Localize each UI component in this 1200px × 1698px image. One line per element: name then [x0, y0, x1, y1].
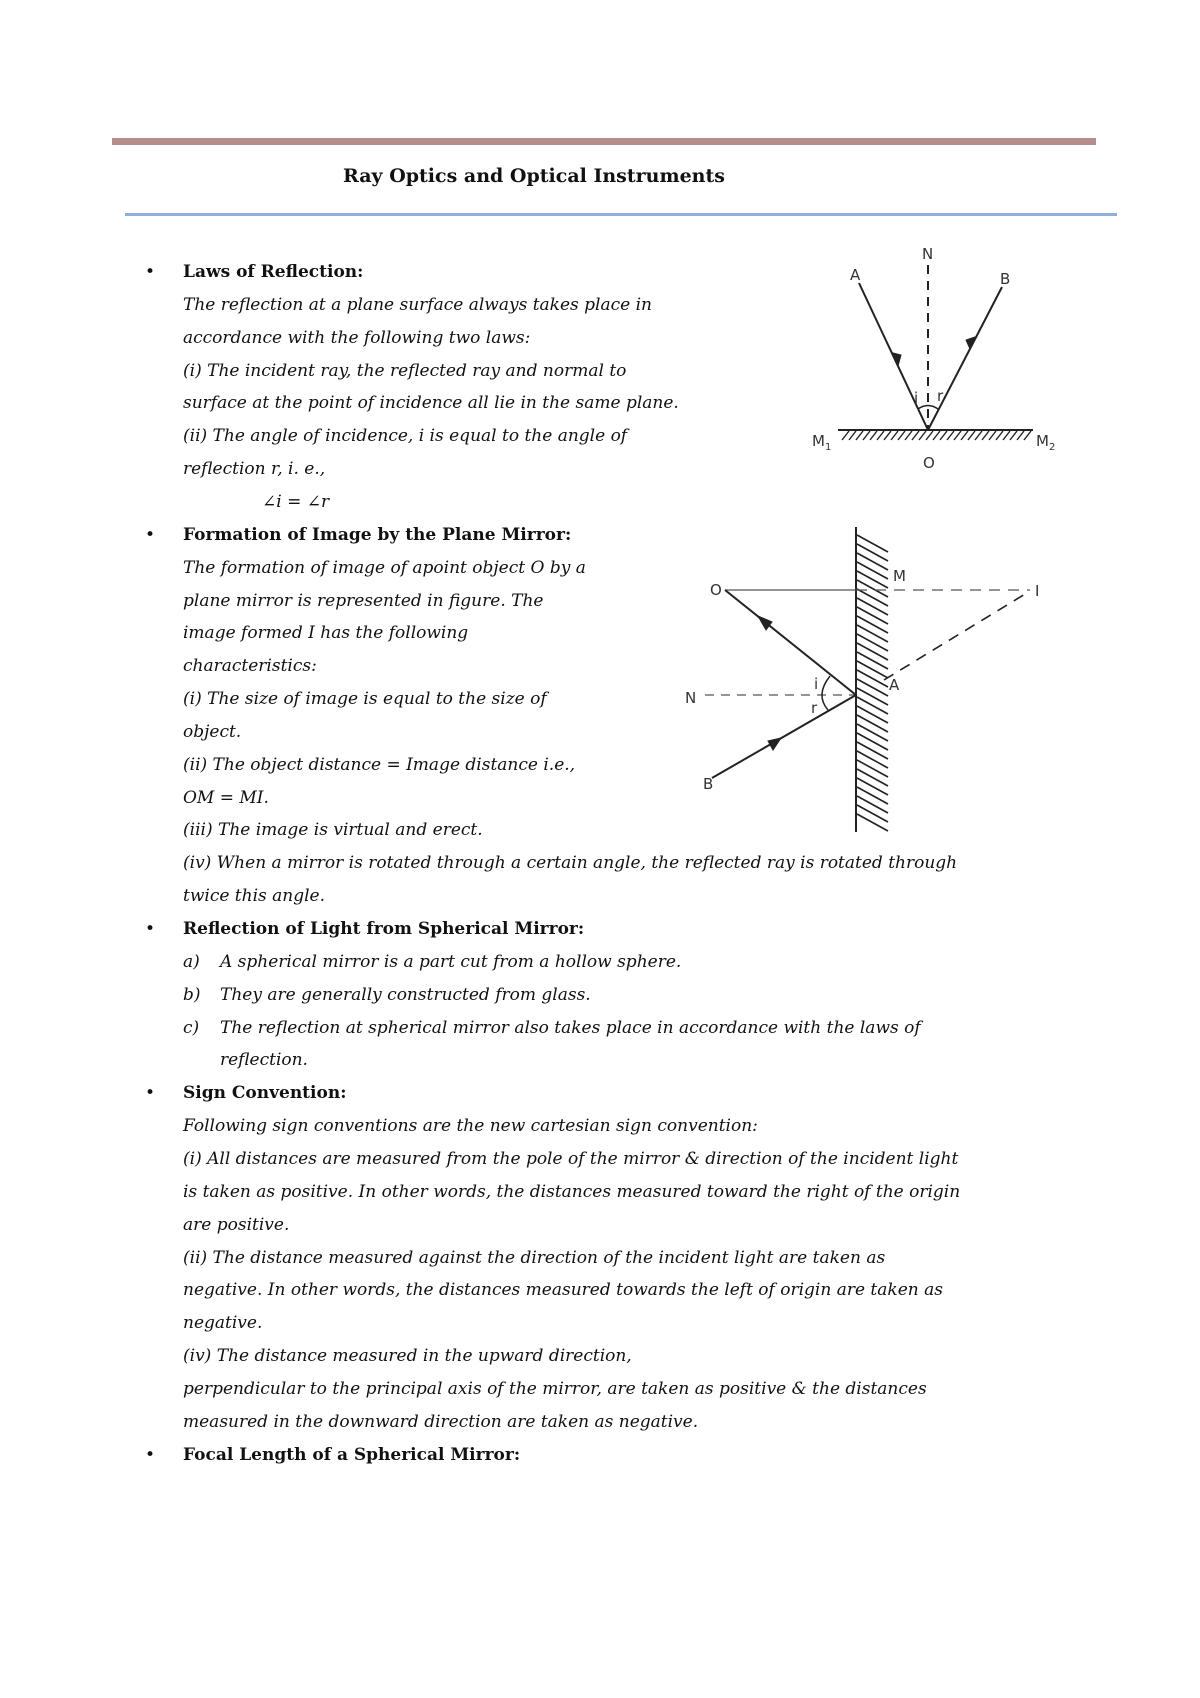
- incident-ray: [712, 695, 856, 778]
- section-heading: Sign Convention:: [183, 1083, 347, 1104]
- label-n: N: [922, 245, 934, 263]
- mirror-hatching: [842, 431, 1031, 440]
- text-line: The reflection at a plane surface always takes place in: [183, 294, 652, 315]
- label-i-image: I: [1035, 582, 1040, 600]
- section-heading: Focal Length of a Spherical Mirror:: [183, 1444, 521, 1465]
- text-line: Following sign conventions are the new cartesian sign convention:: [183, 1116, 758, 1137]
- label-b: B: [1000, 270, 1011, 288]
- section-heading: Formation of Image by the Plane Mirror:: [183, 524, 572, 545]
- text-line: The reflection at spherical mirror also takes place in accordance with the laws of: [220, 1017, 921, 1038]
- label-n: N: [685, 689, 697, 707]
- plane-mirror-image-diagram: [685, 527, 1039, 832]
- arrow-icon: [768, 738, 781, 750]
- text-line: They are generally constructed from glass.: [220, 984, 591, 1005]
- text-line: (iv) The distance measured in the upward direction,: [183, 1346, 632, 1367]
- label-a: A: [889, 676, 900, 694]
- bullet-icon: •: [145, 1083, 156, 1104]
- bullet-icon: •: [145, 919, 156, 939]
- text-line: reflection r, i. e.,: [183, 459, 326, 480]
- text-line: (ii) The distance measured against the direction of the incident light are taken as: [183, 1247, 886, 1268]
- mirror-hatching: [857, 535, 888, 831]
- page-title: Ray Optics and Optical Instruments: [343, 165, 725, 187]
- text-line: (ii) The angle of incidence, i is equal to the angle of: [183, 426, 628, 447]
- label-b: B: [703, 775, 714, 793]
- text-line: The formation of image of apoint object O by a: [183, 557, 586, 578]
- label-o: O: [923, 454, 935, 472]
- section-heading: Reflection of Light from Spherical Mirror:: [183, 919, 585, 939]
- reflected-ray: [928, 287, 1002, 430]
- text-line: are positive.: [183, 1214, 290, 1235]
- label-i: i: [914, 389, 919, 407]
- reflected-ray: [725, 590, 856, 695]
- bullet-icon: •: [145, 262, 156, 282]
- text-line: object.: [183, 721, 242, 742]
- text-line: OM = MI.: [183, 787, 269, 808]
- text-line: (iii) The image is virtual and erect.: [183, 820, 483, 841]
- text-line: measured in the downward direction are taken as negative.: [183, 1411, 699, 1432]
- text-line: perpendicular to the principal axis of the mirror, are taken as positive & the distances: [183, 1378, 927, 1399]
- text-line: is taken as positive. In other words, the distances measured toward the right of the origin: [183, 1181, 961, 1202]
- text-line: negative.: [183, 1313, 263, 1334]
- text-line: (iv) When a mirror is rotated through a certain angle, the reflected ray is rotated through: [183, 853, 958, 874]
- text-line: image formed I has the following: [183, 623, 469, 644]
- label-angle-i: i: [814, 675, 819, 693]
- angle-arc: [822, 676, 830, 710]
- text-line: reflection.: [220, 1050, 308, 1071]
- text-line: (i) All distances are measured from the pole of the mirror & direction of the incident light: [183, 1148, 959, 1169]
- text-line: plane mirror is represented in figure. The: [183, 590, 544, 611]
- label-m2: $M_2$: [1036, 432, 1056, 453]
- text-line: accordance with the following two laws:: [183, 327, 531, 348]
- arrow-icon: [758, 616, 772, 630]
- label-a: A: [850, 266, 861, 284]
- text-line: characteristics:: [183, 656, 317, 677]
- text-line: twice this angle.: [183, 886, 326, 907]
- list-marker: a): [183, 951, 200, 972]
- reflection-laws-diagram: [812, 245, 1055, 472]
- label-m1: $M_1$: [812, 432, 832, 453]
- label-angle-r: r: [811, 699, 818, 717]
- section-heading: Laws of Reflection:: [183, 262, 364, 282]
- list-marker: c): [183, 1017, 200, 1038]
- label-r: r: [937, 387, 944, 405]
- bullet-icon: •: [145, 1444, 156, 1465]
- text-line: (ii) The object distance = Image distance i.e.,: [183, 754, 576, 775]
- angle-arc: [918, 406, 938, 410]
- incident-ray: [859, 283, 928, 430]
- formula: ∠i = ∠r: [262, 491, 330, 512]
- text-line: surface at the point of incidence all lie in the same plane.: [183, 393, 679, 414]
- label-o: O: [710, 581, 722, 599]
- text-line: (i) The incident ray, the reflected ray and normal to: [183, 360, 627, 381]
- virtual-ray: [884, 591, 1030, 680]
- list-marker: b): [183, 984, 201, 1005]
- text-line: negative. In other words, the distances measured towards the left of origin are taken as: [183, 1280, 943, 1301]
- text-line: A spherical mirror is a part cut from a hollow sphere.: [220, 951, 682, 972]
- bullet-icon: •: [145, 524, 156, 545]
- label-m: M: [893, 567, 906, 585]
- text-line: (i) The size of image is equal to the size of: [183, 689, 547, 710]
